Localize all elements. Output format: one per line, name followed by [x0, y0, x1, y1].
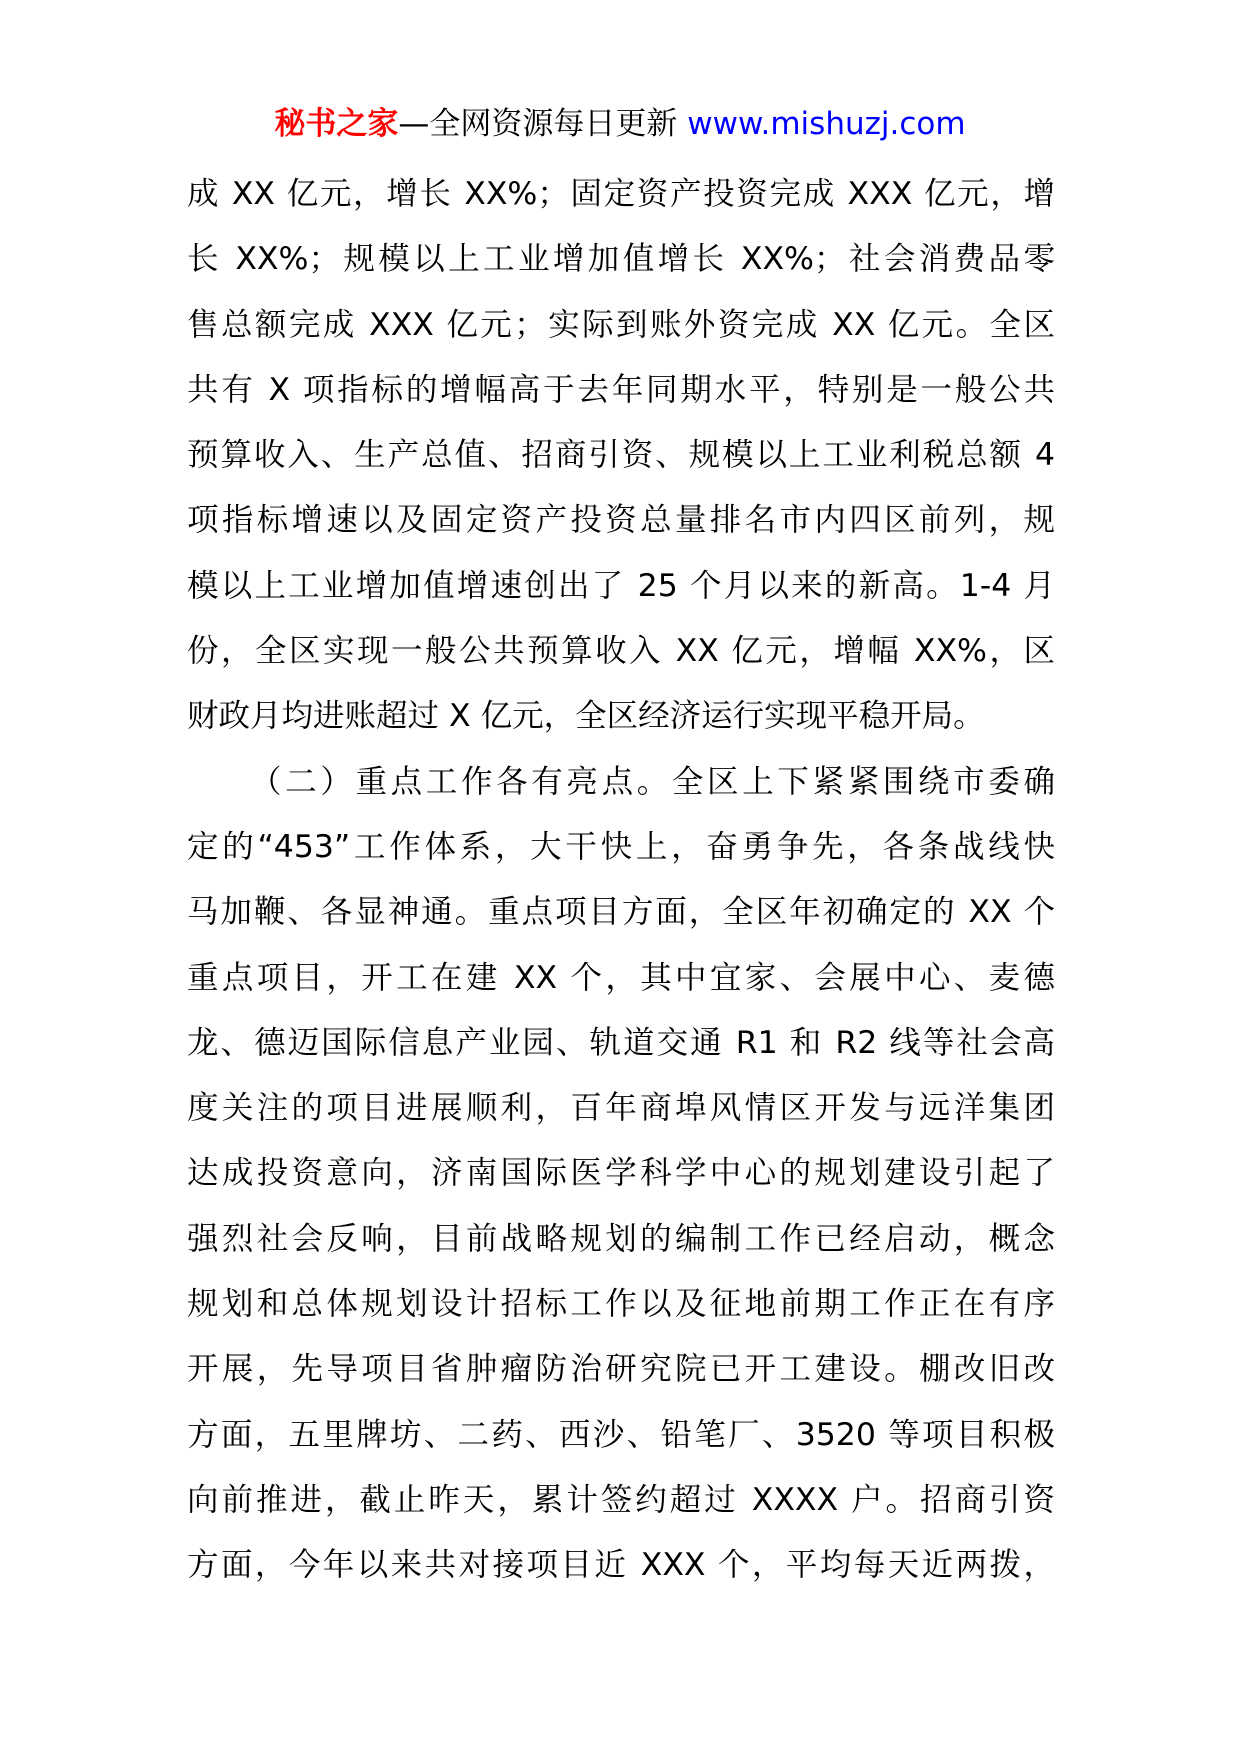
- paragraph-key-work: [187, 750, 1055, 1599]
- text-line: 模以上工业增加值增速创出了 25 个月以来的新高。1-4 月: [187, 567, 1055, 604]
- text-line: 开展，先导项目省肿瘤防治研究院已开工建设。棚改旧改: [187, 1351, 1055, 1388]
- text-line: 度关注的项目进展顺利，百年商埠风情区开发与远洋集团: [187, 1090, 1055, 1127]
- brand-name: 秘书之家: [274, 106, 399, 142]
- site-header: [0, 100, 1240, 148]
- text-line: 重点项目，开工在建 XX 个，其中宜家、会展中心、麦德: [187, 959, 1055, 996]
- text-line: 达成投资意向，济南国际医学科学中心的规划建设引起了: [187, 1155, 1055, 1192]
- text-line: 财政月均进账超过 X 亿元，全区经济运行实现平稳开局。: [187, 698, 985, 735]
- text-line: （二）重点工作各有亮点。全区上下紧紧围绕市委确: [250, 763, 1055, 800]
- header-tagline: —全网资源每日更新: [398, 106, 688, 142]
- text-line: 项指标增速以及固定资产投资总量排名市内四区前列，规: [187, 502, 1055, 539]
- text-line: 方面，今年以来共对接项目近 XXX 个，平均每天近两拨，: [187, 1547, 1055, 1584]
- text-line: 成 XX 亿元，增长 XX%；固定资产投资完成 XXX 亿元，增: [187, 176, 1055, 212]
- text-line: 向前推进，截止昨天，累计签约超过 XXXX 户。招商引资: [187, 1481, 1055, 1518]
- site-url-link[interactable]: www.mishuzj.com: [687, 106, 966, 142]
- paragraph-economy: [187, 162, 1055, 750]
- text-line: 长 XX%；规模以上工业增加值增长 XX%；社会消费品零: [187, 241, 1055, 278]
- text-line: 规划和总体规划设计招标工作以及征地前期工作正在有序: [187, 1286, 1055, 1323]
- text-line: 强烈社会反响，目前战略规划的编制工作已经启动，概念: [187, 1220, 1055, 1257]
- text-line: 方面，五里牌坊、二药、西沙、铅笔厂、3520 等项目积极: [187, 1416, 1055, 1453]
- document-body: [187, 162, 1055, 1599]
- text-line: 定的“453”工作体系，大干快上，奋勇争先，各条战线快: [187, 828, 1055, 865]
- text-line: 售总额完成 XXX 亿元；实际到账外资完成 XX 亿元。全区: [187, 306, 1055, 343]
- text-line: 共有 X 项指标的增幅高于去年同期水平，特别是一般公共: [187, 371, 1055, 408]
- text-line: 马加鞭、各显神通。重点项目方面，全区年初确定的 XX 个: [187, 894, 1055, 931]
- text-line: 预算收入、生产总值、招商引资、规模以上工业利税总额 4: [187, 437, 1055, 474]
- text-line: 龙、德迈国际信息产业园、轨道交通 R1 和 R2 线等社会高: [187, 1024, 1055, 1061]
- text-line: 份，全区实现一般公共预算收入 XX 亿元，增幅 XX%，区: [187, 633, 1055, 670]
